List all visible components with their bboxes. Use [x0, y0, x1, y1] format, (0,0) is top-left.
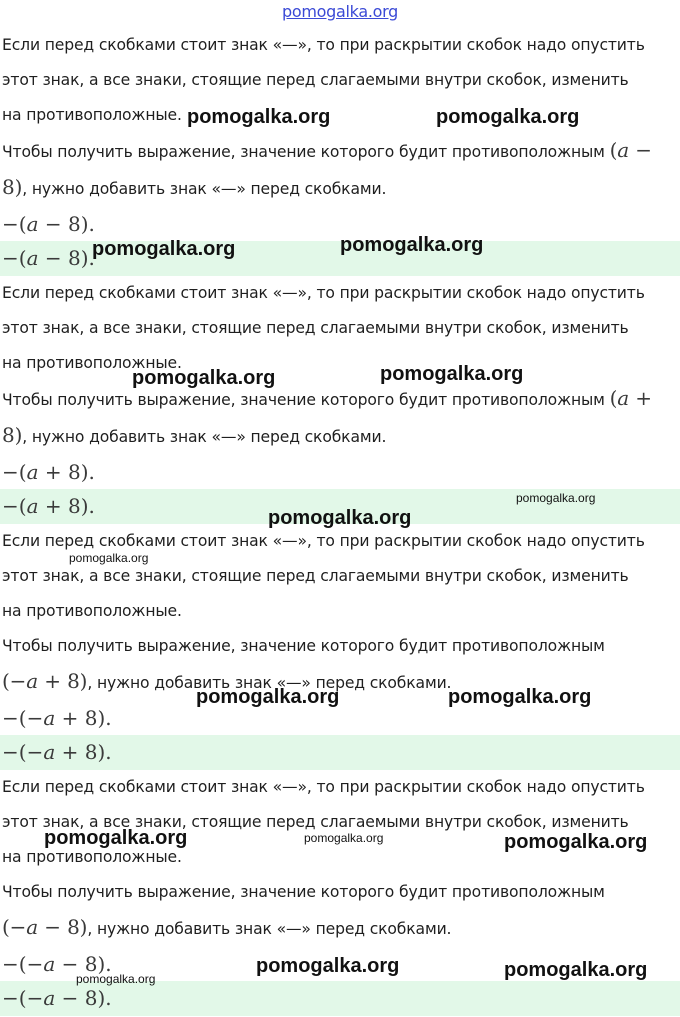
watermark: pomogalka.org: [69, 551, 149, 565]
answer-row: −(a − 8).: [0, 241, 680, 276]
goal-suffix: , нужно добавить знак «—» перед скобками.: [87, 674, 452, 692]
target-expression: (a −: [609, 138, 652, 162]
watermark: pomogalka.org: [44, 827, 188, 849]
target-expression: (−a + 8): [2, 669, 88, 693]
goal-line: [0, 133, 680, 170]
answer-row: −(a + 8).: [0, 489, 680, 524]
goal-line: Чтобы получить выражение, значение которого будит противоположным: [2, 637, 605, 655]
watermark: pomogalka.org: [436, 106, 580, 128]
watermark: pomogalka.org: [504, 959, 648, 981]
rule-line: на противоположные.: [2, 354, 182, 372]
site-link[interactable]: pomogalka.org: [282, 2, 398, 21]
answer-row: −(−a + 8).: [0, 735, 680, 770]
rule-line: этот знак, а все знаки, стоящие перед слагаемыми внутри скобок, изменить: [2, 71, 629, 89]
goal-line: [0, 170, 680, 207]
rule-line: Если перед скобками стоит знак «—», то при раскрытии скобок надо опустить: [2, 532, 645, 550]
rule-line: на противоположные.: [2, 106, 182, 124]
rule-line: Если перед скобками стоит знак «—», то при раскрытии скобок надо опустить: [2, 36, 645, 54]
watermark: pomogalka.org: [504, 831, 648, 853]
answer-row: −(−a − 8).: [0, 981, 680, 1016]
goal-prefix: Чтобы получить выражение, значение которого будит противоположным: [2, 391, 605, 409]
watermark: pomogalka.org: [448, 686, 592, 708]
watermark: pomogalka.org: [196, 686, 340, 708]
rule-line: Если перед скобками стоит знак «—», то при раскрытии скобок надо опустить: [2, 778, 645, 796]
watermark: pomogalka.org: [76, 972, 156, 986]
goal-prefix: Чтобы получить выражение, значение которого будит противоположным: [2, 143, 605, 161]
goal-suffix: , нужно добавить знак «—» перед скобками.: [87, 920, 452, 938]
rule-line: на противоположные.: [2, 602, 182, 620]
watermark: pomogalka.org: [187, 106, 331, 128]
expression: −(a − 8).: [2, 212, 95, 236]
goal-line: [0, 910, 680, 947]
expression: −(a + 8).: [2, 460, 95, 484]
rule-line: этот знак, а все знаки, стоящие перед слагаемыми внутри скобок, изменить: [2, 813, 629, 831]
rule-line: этот знак, а все знаки, стоящие перед слагаемыми внутри скобок, изменить: [2, 567, 629, 585]
solution-block: [0, 276, 680, 524]
watermark: pomogalka.org: [304, 831, 384, 845]
watermark: pomogalka.org: [516, 491, 596, 505]
goal-line: [0, 418, 680, 455]
rule-line: на противоположные.: [2, 848, 182, 866]
target-expression-continued: 8): [2, 423, 23, 447]
goal-line: Чтобы получить выражение, значение которого будит противоположным: [2, 883, 605, 901]
goal-line: [0, 381, 680, 418]
watermark: pomogalka.org: [380, 363, 524, 385]
watermark: pomogalka.org: [132, 367, 276, 389]
goal-suffix: , нужно добавить знак «—» перед скобками.: [22, 180, 387, 198]
watermark: pomogalka.org: [268, 507, 412, 529]
rule-line: Если перед скобками стоит знак «—», то при раскрытии скобок надо опустить: [2, 284, 645, 302]
rule-line: этот знак, а все знаки, стоящие перед слагаемыми внутри скобок, изменить: [2, 319, 629, 337]
goal-suffix: , нужно добавить знак «—» перед скобками.: [22, 428, 387, 446]
expression: −(−a − 8).: [2, 952, 112, 976]
expression: −(−a + 8).: [2, 706, 112, 730]
target-expression: (−a − 8): [2, 915, 88, 939]
target-expression-continued: 8): [2, 175, 23, 199]
watermark: pomogalka.org: [340, 234, 484, 256]
target-expression: (a +: [609, 386, 652, 410]
watermark: pomogalka.org: [92, 238, 236, 260]
watermark: pomogalka.org: [256, 955, 400, 977]
